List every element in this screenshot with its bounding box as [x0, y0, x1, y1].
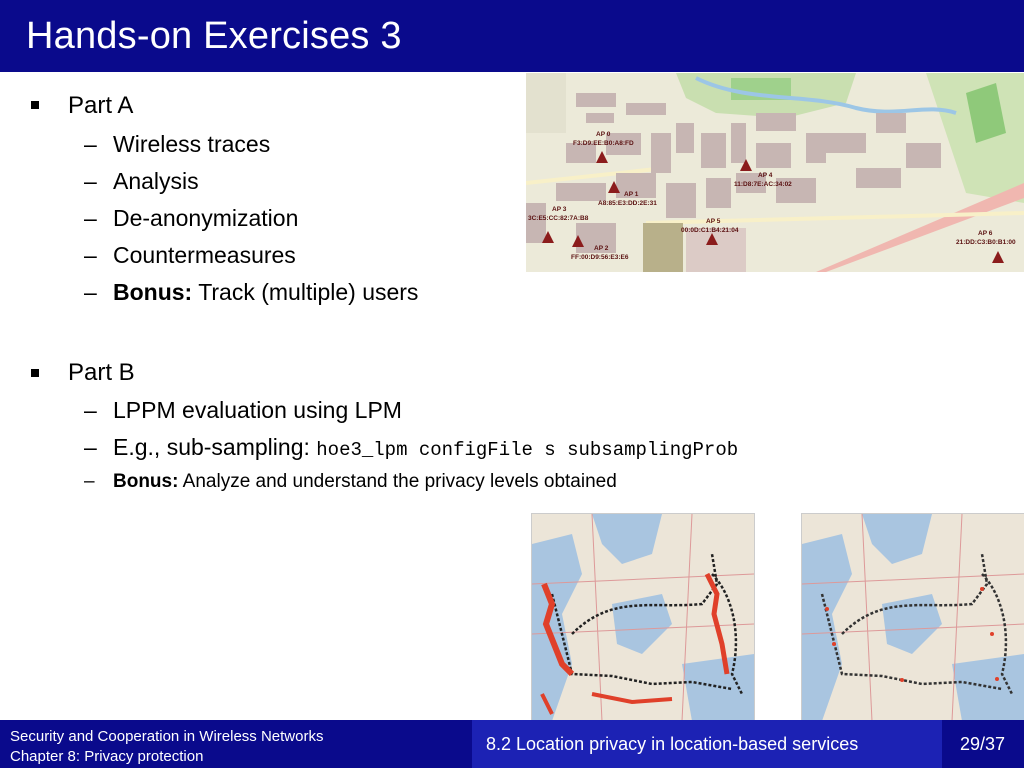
ap-label: AP 2 — [594, 245, 609, 252]
campus-map-graphic — [526, 73, 1024, 272]
page-number: 29/37 — [960, 734, 1006, 754]
part-b-item — [113, 434, 738, 464]
bonus-text: Analyze and understand the privacy levels obtained — [178, 471, 617, 492]
campus-map-image — [526, 73, 1024, 272]
bonus-text: Track (multiple) users — [192, 279, 419, 305]
ap-label: AP 4 — [758, 172, 773, 179]
dash-icon: – — [84, 471, 95, 492]
bonus-label: Bonus: — [113, 279, 193, 305]
trace-map-graphic — [802, 514, 1024, 721]
ap-mac: 00:0D:C1:B4:21:04 — [681, 227, 739, 234]
part-a-item: De-anonymization — [113, 205, 299, 231]
ap-mac: 3C:E5:CC:82:7A:B8 — [528, 215, 589, 222]
ap-label: AP 3 — [552, 206, 567, 213]
part-a-item: Analysis — [113, 168, 199, 194]
dash-icon: – — [84, 168, 97, 194]
ap-mac: 11:D8:7E:AC:34:02 — [734, 181, 792, 188]
title-bar — [0, 0, 1024, 72]
part-a-item: Countermeasures — [113, 242, 296, 268]
ap-label: AP 0 — [596, 131, 611, 138]
ap-mac: A8:85:E3:DD:2E:31 — [598, 200, 657, 207]
ap-label: AP 1 — [624, 191, 639, 198]
course-name: Security and Cooperation in Wireless Networks — [10, 728, 324, 745]
part-a-item: Wireless traces — [113, 131, 271, 157]
trace-map-original — [531, 513, 755, 722]
section-name: 8.2 Location privacy in location-based services — [486, 734, 859, 754]
bullet-square-icon — [31, 369, 39, 377]
bonus-label: Bonus: — [113, 471, 179, 492]
trace-map-subsampled — [801, 513, 1024, 722]
dash-icon: – — [84, 434, 97, 460]
trace-map-graphic — [532, 514, 754, 721]
ap-label: AP 5 — [706, 218, 721, 225]
part-b-heading: Part B — [68, 359, 135, 386]
ap-mac: F3:D9:EE:B0:A8:FD — [573, 140, 634, 147]
slide-title: Hands-on Exercises 3 — [26, 15, 402, 57]
dash-icon: – — [84, 397, 97, 423]
dash-icon: – — [84, 205, 97, 231]
ap-mac: FF:00:D9:56:E3:E6 — [571, 254, 629, 261]
part-a-bonus-item — [113, 279, 418, 306]
part-b-item: LPPM evaluation using LPM — [113, 397, 402, 423]
ap-label: AP 6 — [978, 230, 993, 237]
chapter-name: Chapter 8: Privacy protection — [10, 748, 204, 765]
bullet-square-icon — [31, 101, 39, 109]
dash-icon: – — [84, 279, 97, 305]
command-code: hoe3_lpm configFile s subsamplingProb — [316, 439, 739, 461]
part-a-heading: Part A — [68, 92, 134, 119]
subsampling-text: E.g., sub-sampling: — [113, 434, 317, 460]
dash-icon: – — [84, 242, 97, 268]
footer-section-box — [472, 720, 942, 768]
footer-course-info — [10, 727, 323, 767]
ap-mac: 21:DD:C3:B0:B1:00 — [956, 239, 1016, 246]
part-b-bonus-item — [113, 468, 617, 495]
dash-icon: – — [84, 131, 97, 157]
